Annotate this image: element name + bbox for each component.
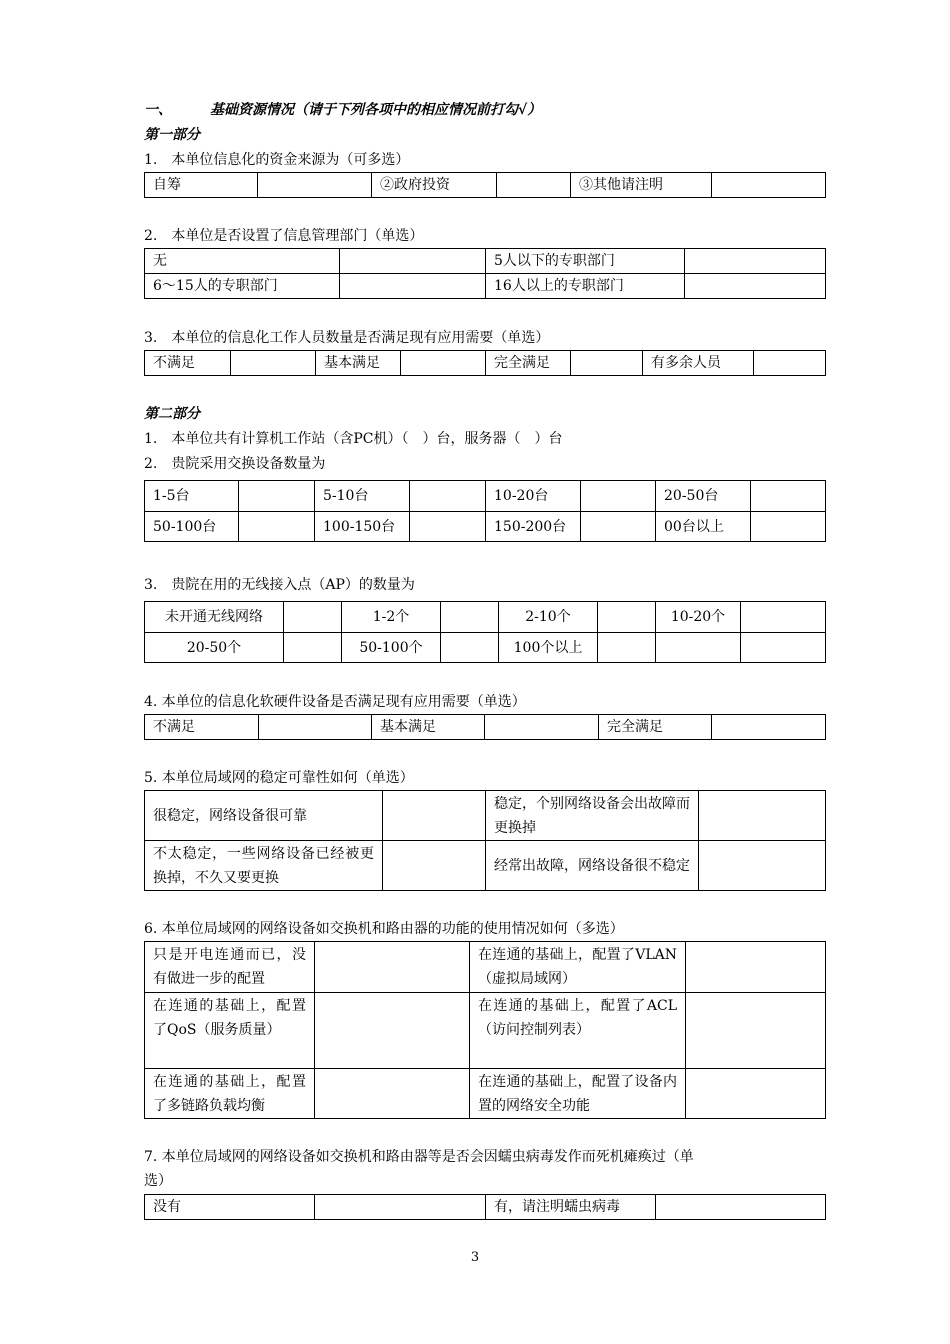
option-label: 150-200台 — [486, 512, 581, 542]
option-label: 基本满足 — [372, 715, 485, 740]
option-label: 未开通无线网络 — [145, 602, 284, 633]
p2-q5-text: 5. 本单位局域网的稳定可靠性如何（单选） — [144, 770, 414, 786]
section-number: 一、 — [144, 102, 172, 118]
checkbox-cell[interactable] — [598, 602, 656, 633]
checkbox-cell[interactable] — [581, 481, 656, 512]
checkbox-cell[interactable] — [751, 481, 826, 512]
checkbox-cell[interactable] — [571, 351, 643, 376]
option-label: 不满足 — [145, 351, 231, 376]
checkbox-cell[interactable] — [686, 942, 826, 993]
option-label: 在连通的基础上，配置了多链路负载均衡 — [145, 1069, 315, 1119]
option-label: 有，请注明蠕虫病毒 — [486, 1195, 656, 1220]
option-label: 在连通的基础上，配置了VLAN（虚拟局域网） — [470, 942, 686, 993]
p1-q1-text: 1. 本单位信息化的资金来源为（可多选） — [144, 152, 410, 168]
p1-q1-table — [144, 172, 826, 198]
checkbox-cell[interactable] — [685, 249, 826, 274]
checkbox-cell[interactable] — [259, 715, 372, 740]
p2-q7-table — [144, 1194, 826, 1220]
empty-cell — [741, 633, 826, 663]
checkbox-cell[interactable] — [383, 841, 486, 891]
part2-title: 第二部分 — [144, 406, 200, 422]
checkbox-cell[interactable] — [383, 791, 486, 841]
option-label: 50-100台 — [145, 512, 239, 542]
option-label: 很稳定，网络设备很可靠 — [145, 791, 383, 841]
checkbox-cell[interactable] — [712, 715, 826, 740]
checkbox-cell[interactable] — [315, 1069, 470, 1119]
option-label: 完全满足 — [599, 715, 712, 740]
section-title — [144, 101, 541, 119]
checkbox-cell[interactable] — [401, 351, 486, 376]
option-label: 在连通的基础上，配置了ACL（访问控制列表） — [470, 993, 686, 1069]
option-label: 不满足 — [145, 715, 259, 740]
checkbox-cell[interactable] — [441, 602, 499, 633]
checkbox-cell[interactable] — [410, 512, 486, 542]
option-label: ③其他请注明 — [571, 173, 712, 198]
option-label: 1-5台 — [145, 481, 239, 512]
p1-q3-table — [144, 350, 826, 376]
p1-q2-table — [144, 248, 826, 299]
p2-q3-text: 3. 贵院在用的无线接入点（AP）的数量为 — [144, 577, 415, 593]
checkbox-cell[interactable] — [699, 841, 826, 891]
option-label: 完全满足 — [486, 351, 571, 376]
checkbox-cell[interactable] — [340, 249, 486, 274]
option-label: 经常出故障，网络设备很不稳定 — [486, 841, 699, 891]
checkbox-cell[interactable] — [239, 512, 315, 542]
option-label: 5人以下的专职部门 — [486, 249, 685, 274]
p1-q3-text: 3. 本单位的信息化工作人员数量是否满足现有应用需要（单选） — [144, 330, 550, 346]
option-label: 10-20个 — [656, 602, 741, 633]
option-label: 50-100个 — [342, 633, 441, 663]
option-label: 100个以上 — [499, 633, 598, 663]
page-number: 3 — [470, 1250, 480, 1265]
p2-q7-text-line2: 选） — [144, 1173, 172, 1189]
option-label: 1-2个 — [342, 602, 441, 633]
option-label: 16人以上的专职部门 — [486, 274, 685, 299]
checkbox-cell[interactable] — [231, 351, 316, 376]
checkbox-cell[interactable] — [485, 715, 599, 740]
option-label: 6～15人的专职部门 — [145, 274, 340, 299]
section-text: 基础资源情况（请于下列各项中的相应情况前打勾√） — [210, 102, 542, 118]
checkbox-cell[interactable] — [699, 791, 826, 841]
empty-cell — [656, 633, 741, 663]
p2-q4-table — [144, 714, 826, 740]
option-label: 100-150台 — [315, 512, 410, 542]
checkbox-cell[interactable] — [598, 633, 656, 663]
checkbox-cell[interactable] — [441, 633, 499, 663]
option-label: 不太稳定，一些网络设备已经被更换掉，不久又要更换 — [145, 841, 383, 891]
p2-q3-table — [144, 601, 826, 663]
checkbox-cell[interactable] — [258, 173, 372, 198]
p2-q6-text: 6. 本单位局域网的网络设备如交换机和路由器的功能的使用情况如何（多选） — [144, 921, 624, 937]
option-label: 自筹 — [145, 173, 258, 198]
p1-q2-text: 2. 本单位是否设置了信息管理部门（单选） — [144, 228, 424, 244]
option-label: 在连通的基础上，配置了设备内置的网络安全功能 — [470, 1069, 686, 1119]
checkbox-cell[interactable] — [315, 993, 470, 1069]
checkbox-cell[interactable] — [410, 481, 486, 512]
checkbox-cell[interactable] — [581, 512, 656, 542]
option-label: 在连通的基础上，配置了QoS（服务质量） — [145, 993, 315, 1069]
checkbox-cell[interactable] — [340, 274, 486, 299]
p2-q4-text: 4. 本单位的信息化软硬件设备是否满足现有应用需要（单选） — [144, 694, 526, 710]
checkbox-cell[interactable] — [315, 942, 470, 993]
option-label: ②政府投资 — [372, 173, 497, 198]
option-label: 没有 — [145, 1195, 315, 1220]
option-label: 稳定，个别网络设备会出故障而更换掉 — [486, 791, 699, 841]
option-label: 5-10台 — [315, 481, 410, 512]
p2-q7-text-line1: 7. 本单位局域网的网络设备如交换机和路由器等是否会因蠕虫病毒发作而死机瘫痪过（单 — [144, 1149, 694, 1165]
checkbox-cell[interactable] — [497, 173, 571, 198]
checkbox-cell[interactable] — [712, 173, 826, 198]
checkbox-cell[interactable] — [656, 1195, 826, 1220]
checkbox-cell[interactable] — [284, 633, 342, 663]
checkbox-cell[interactable] — [284, 602, 342, 633]
p2-q5-table — [144, 790, 826, 891]
checkbox-cell[interactable] — [686, 1069, 826, 1119]
option-label: 无 — [145, 249, 340, 274]
checkbox-cell[interactable] — [315, 1195, 486, 1220]
p2-q1-text: 1. 本单位共有计算机工作站（含PC机）（ ）台，服务器（ ）台 — [144, 431, 563, 447]
checkbox-cell[interactable] — [754, 351, 826, 376]
checkbox-cell[interactable] — [239, 481, 315, 512]
p2-q2-text: 2. 贵院采用交换设备数量为 — [144, 456, 326, 472]
checkbox-cell[interactable] — [751, 512, 826, 542]
p2-q2-table — [144, 480, 826, 542]
checkbox-cell[interactable] — [685, 274, 826, 299]
option-label: 有多余人员 — [643, 351, 754, 376]
option-label: 2-10个 — [499, 602, 598, 633]
checkbox-cell[interactable] — [686, 993, 826, 1069]
checkbox-cell[interactable] — [741, 602, 826, 633]
p2-q6-table — [144, 941, 826, 1119]
option-label: 只是开电连通而已，没有做进一步的配置 — [145, 942, 315, 993]
option-label: 20-50个 — [145, 633, 284, 663]
part1-title: 第一部分 — [144, 127, 200, 143]
option-label: 基本满足 — [316, 351, 401, 376]
option-label: 00台以上 — [656, 512, 751, 542]
option-label: 20-50台 — [656, 481, 751, 512]
option-label: 10-20台 — [486, 481, 581, 512]
